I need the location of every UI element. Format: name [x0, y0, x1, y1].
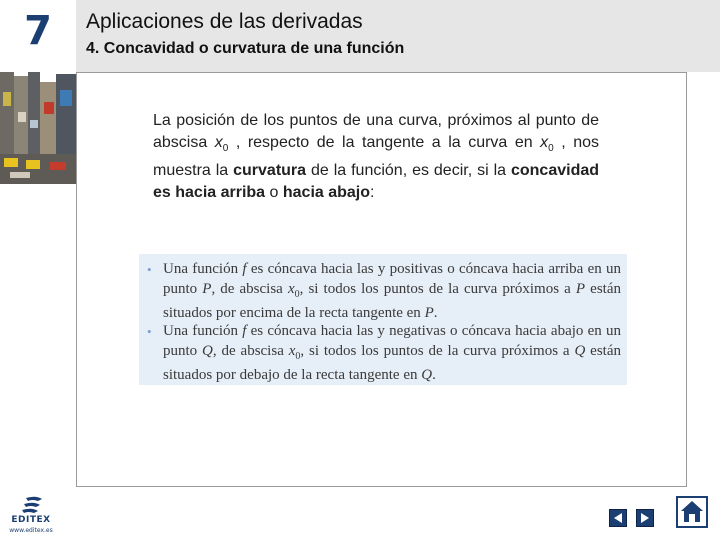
definition-concave-up — [147, 260, 621, 324]
logo-url: www.editex.es — [9, 527, 53, 534]
page-title: Aplicaciones de las derivadas — [86, 10, 363, 33]
def-sub: 0 — [294, 288, 300, 300]
header — [76, 0, 720, 72]
intro-sub-1: 0 — [548, 143, 554, 155]
prev-button[interactable] — [609, 509, 627, 527]
logo-name: EDITEX — [11, 515, 51, 525]
bullet-icon: • — [147, 262, 152, 277]
def-var-point: Q — [574, 342, 586, 359]
next-button[interactable] — [636, 509, 654, 527]
home-icon — [678, 498, 706, 526]
intro-text-2: , respecto de la tangente a la curva en — [228, 134, 541, 151]
def-text: . — [433, 305, 438, 321]
def-text: están situados por encima de la recta tangente en — [163, 280, 621, 321]
editex-logo-mark — [6, 495, 56, 515]
intro-paragraph — [153, 110, 599, 204]
bullet-icon: • — [147, 324, 152, 339]
intro-text-6: : — [370, 184, 375, 202]
intro-bold-arriba: concavidad es hacia arriba — [153, 162, 600, 202]
arrow-right-icon — [639, 512, 651, 524]
def-var-point: Q — [421, 367, 433, 383]
def-var-point: P — [202, 280, 212, 297]
intro-bold-curvatura: curvatura — [233, 162, 307, 180]
def-text: , de abscisa — [211, 280, 288, 297]
definition-concave-down — [147, 322, 621, 386]
def-var-point: P — [424, 305, 434, 321]
chapter-badge — [0, 0, 76, 72]
chapter-number: 7 — [24, 8, 52, 54]
def-text: , si todos los puntos de la curva próximos a — [299, 280, 576, 297]
def-text: Una función — [163, 261, 243, 277]
def-var-x: x — [288, 342, 296, 359]
intro-var-x2: x — [540, 134, 549, 151]
intro-text-1: La posición de los puntos de una curva, próximos al punto de abscisa — [153, 112, 599, 151]
section-subtitle: 4. Concavidad o curvatura de una función — [86, 40, 405, 57]
def-text: están situados por debajo de la recta tangente en — [163, 342, 622, 383]
intro-bold-abajo: hacia abajo — [282, 184, 371, 202]
editex-logo — [6, 495, 56, 537]
def-var-f: f — [242, 261, 247, 277]
def-text: . — [432, 367, 436, 383]
def-var-point: Q — [202, 342, 213, 359]
home-button[interactable] — [676, 496, 708, 528]
intro-sub-0: 0 — [222, 143, 229, 155]
definition-box — [139, 254, 627, 385]
def-var-f: f — [242, 323, 247, 339]
def-sub: 0 — [295, 350, 301, 362]
city-photo — [0, 72, 76, 184]
intro-text-4: de la función, es decir, si la — [306, 162, 511, 180]
arrow-left-icon — [612, 512, 624, 524]
def-text: , si todos los puntos de la curva próximos a — [300, 342, 575, 359]
def-text: Una función — [163, 323, 243, 339]
intro-text-5: o — [265, 184, 283, 202]
def-var-point: P — [575, 280, 586, 297]
intro-text-3: , nos muestra la — [153, 134, 599, 180]
def-var-x: x — [287, 280, 295, 297]
intro-var-x: x — [214, 134, 223, 151]
def-text: es cóncava hacia las y positivas o cóncava hacia arriba en un punto — [163, 261, 622, 297]
def-text: es cóncava hacia las y negativas o cóncava hacia abajo en un punto — [163, 323, 621, 359]
def-text: , de abscisa — [212, 342, 289, 359]
